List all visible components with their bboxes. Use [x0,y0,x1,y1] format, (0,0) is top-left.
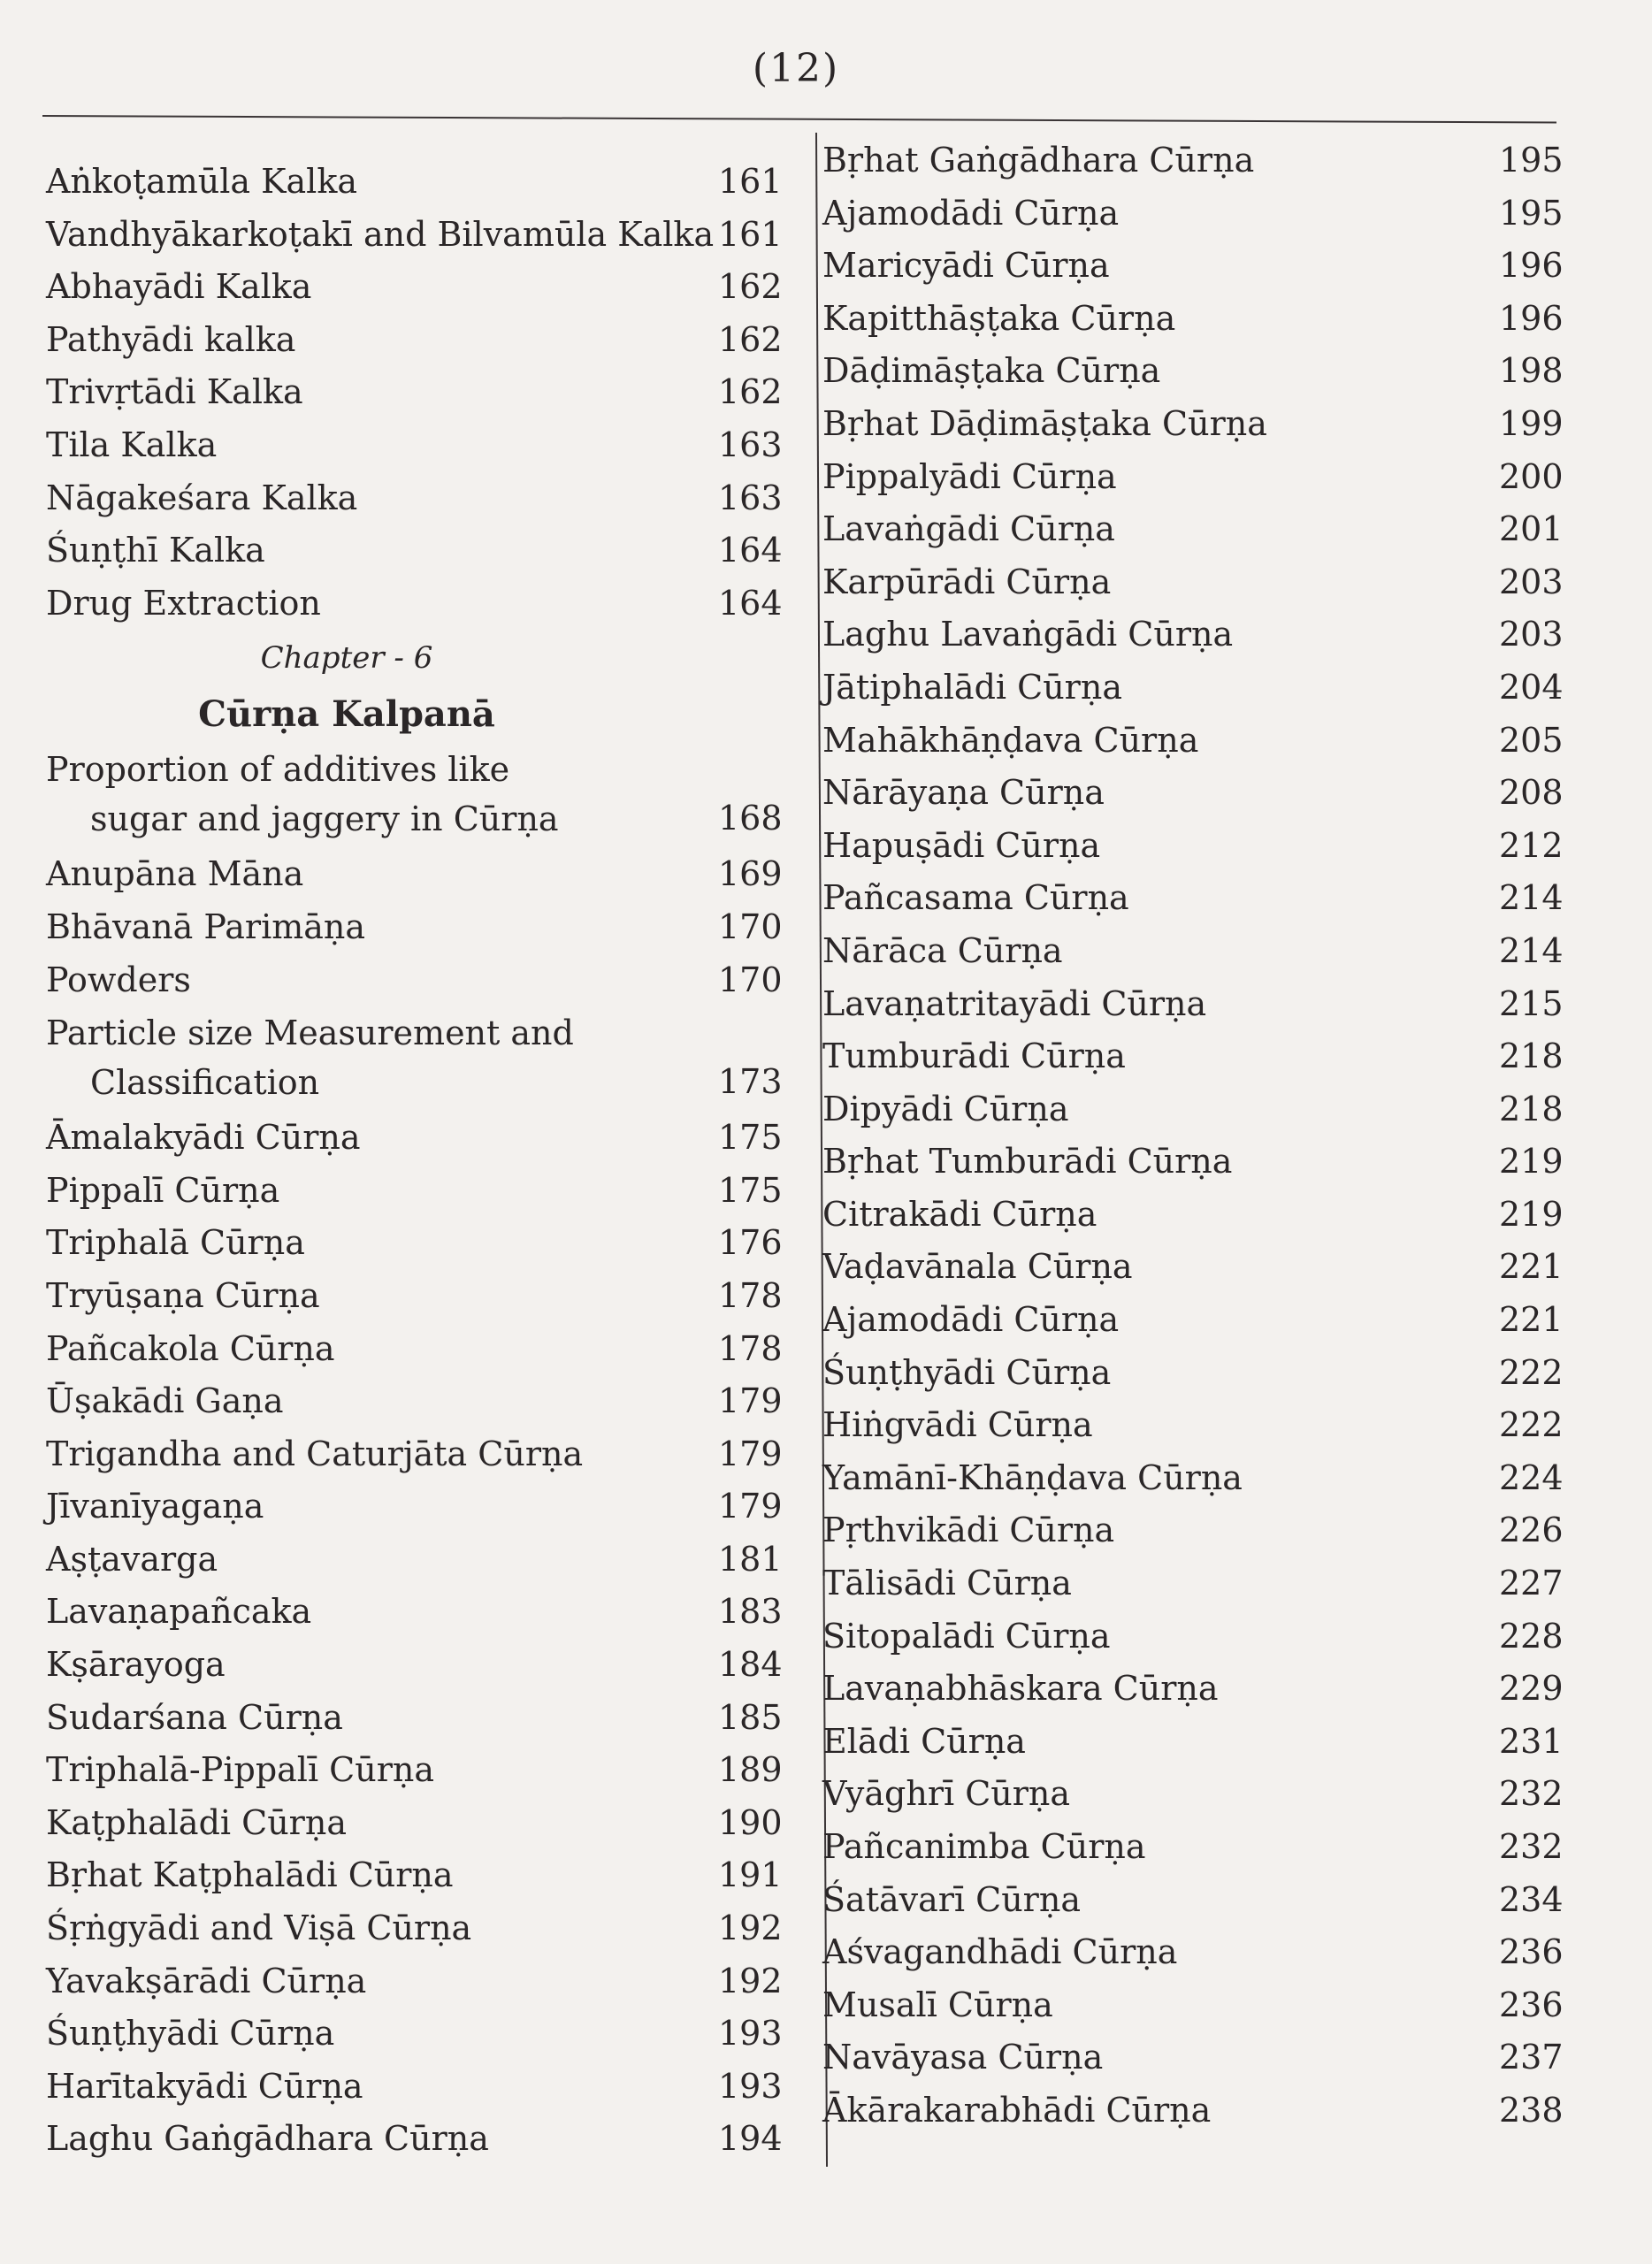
toc-entry-title: Vaḍavānala Cūrṇa [822,1247,1133,1287]
toc-entry-page: 178 [718,1275,783,1315]
toc-entry-page: 191 [718,1855,783,1895]
toc-entry-title: Citrakādi Cūrṇa [822,1194,1098,1234]
toc-entry [822,1030,1565,1083]
toc-entry-title: Lavaṇabhāskara Cūrṇa [822,1669,1219,1709]
toc-entry-page: 189 [718,1750,783,1790]
toc-entry-title: Tila Kalka [46,424,218,464]
toc-entry-title: Pañcanimba Cūrṇa [822,1827,1146,1866]
toc-entry-title: Śuṇṭhyādi Cūrṇa [822,1352,1112,1392]
toc-entry [822,820,1565,873]
toc-entry-page: 232 [1499,1827,1564,1866]
toc-entry [822,1557,1565,1610]
toc-entry-page: 164 [718,531,783,570]
top-rule [42,115,1556,123]
toc-entry [822,662,1565,715]
toc-entry-page: 219 [1499,1194,1564,1234]
toc-entry-title: Maricyādi Cūrṇa [822,246,1110,286]
toc-entry [46,1165,807,1218]
toc-entry [822,1189,1565,1242]
toc-entry [822,1663,1565,1716]
toc-entry-title: Kapitthāṣṭaka Cūrṇa [822,298,1176,338]
toc-entry-page: 226 [1499,1511,1564,1550]
toc-entry [822,1399,1565,1452]
toc-entry-title: Śṛṅgyādi and Viṣā Cūrṇa [46,1908,472,1948]
toc-entry-page: 203 [1499,615,1564,654]
toc-entry-title-line: Particle size Measurement and [46,1013,574,1053]
toc-entry-page: 204 [1499,667,1564,707]
toc-entry [46,743,807,848]
toc-entry [822,767,1565,820]
toc-entry [46,1428,807,1481]
toc-entry [46,1534,807,1587]
toc-entry-page: 238 [1499,2090,1564,2130]
toc-entry-title [46,745,559,844]
toc-entry [822,451,1565,504]
toc-entry-page: 183 [718,1592,783,1632]
toc-entry [46,1955,807,2008]
toc-entry-page: 170 [718,906,783,946]
toc-entry-page: 212 [1499,825,1564,865]
toc-entry-title: Powders [46,960,191,999]
toc-entry-title: Navāyasa Cūrṇa [822,2038,1104,2077]
toc-entry [822,1979,1565,2032]
toc-entry-title: Aṅkoṭamūla Kalka [46,162,358,201]
toc-entry-page: 200 [1499,456,1564,496]
toc-entry-page: 218 [1499,1036,1564,1076]
toc-entry-title: Drug Extraction [46,583,321,623]
toc-entry-page: 231 [1499,1721,1564,1761]
toc-entry-page: 218 [1499,1089,1564,1128]
toc-entry-page: 162 [718,372,783,412]
toc-entry-page: 222 [1499,1352,1564,1392]
toc-entry [46,1112,807,1165]
toc-entry-title: Ākārakarabhādi Cūrṇa [822,2090,1212,2130]
toc-entry-page: 190 [718,1802,783,1842]
toc-entry-title: Pippalyādi Cūrṇa [822,456,1117,496]
toc-entry [46,524,807,577]
toc-entry [46,261,807,314]
toc-entry [822,1241,1565,1294]
toc-entry-title: Triphalā Cūrṇa [46,1223,305,1263]
toc-entry [822,1347,1565,1400]
toc-entry-title: Laghu Lavaṅgādi Cūrṇa [822,615,1234,654]
toc-entry-page: 236 [1499,1932,1564,1972]
toc-entry [46,1639,807,1692]
toc-entry [46,419,807,472]
toc-entry [46,1902,807,1955]
toc-entry-title: Lavaṅgādi Cūrṇa [822,509,1115,549]
toc-entry-page: 208 [1499,773,1564,813]
toc-entry [822,925,1565,978]
toc-entry [822,1294,1565,1347]
toc-entry-page: 228 [1499,1616,1564,1656]
toc-entry-title [46,1008,574,1107]
toc-entry-title: Śuṇṭhī Kalka [46,531,265,570]
toc-entry-title-line: Proportion of additives like [46,750,510,790]
toc-entry [46,1797,807,1850]
toc-entry [822,1768,1565,1821]
toc-entry-page: 205 [1499,720,1564,760]
toc-entry-title: Sitopalādi Cūrṇa [822,1616,1111,1656]
toc-entry-title: Aṣṭavarga [46,1539,218,1579]
toc-entry-title-line: Classification [90,1063,320,1103]
toc-entry [46,366,807,419]
toc-entry-title: Hapuṣādi Cūrṇa [822,825,1101,865]
toc-entry-page: 196 [1499,246,1564,286]
toc-entry [46,1006,807,1112]
toc-entry-title: Trigandha and Caturjāta Cūrṇa [46,1434,584,1473]
toc-entry-page: 214 [1499,878,1564,918]
toc-entry-title: Anupāna Māna [46,854,304,894]
toc-entry-page: 173 [718,1062,783,1102]
toc-entry-title: Harītakyādi Cūrṇa [46,2066,363,2106]
toc-entry-page: 201 [1499,509,1564,549]
toc-entry [822,872,1565,925]
toc-entry [822,134,1565,187]
toc-entry-page: 222 [1499,1405,1564,1445]
toc-entry [822,1504,1565,1557]
toc-entry-title: Yavakṣārādi Cūrṇa [46,1961,367,2000]
toc-entry [46,314,807,367]
toc-entry [822,1136,1565,1189]
toc-entry-title: Sudarśana Cūrṇa [46,1697,343,1737]
toc-entry-page: 184 [718,1645,783,1685]
toc-entry-page: 168 [718,799,783,838]
toc-entry-title: Śuṇṭhyādi Cūrṇa [46,2014,335,2054]
toc-entry-page: 234 [1499,1879,1564,1919]
toc-entry-title: Ūṣakādi Gaṇa [46,1381,284,1421]
toc-entry [46,1323,807,1376]
toc-entry-title: Mahākhāṇḍava Cūrṇa [822,720,1199,760]
toc-entry-page: 221 [1499,1300,1564,1340]
toc-entry [46,901,807,954]
left-entries-before [46,156,807,630]
toc-entry-page: 162 [718,319,783,359]
toc-entry-title: Triphalā-Pippalī Cūrṇa [46,1750,435,1790]
toc-entry-page: 163 [718,478,783,517]
toc-entry-title: Jātiphalādi Cūrṇa [822,667,1122,707]
toc-entry-page: 164 [718,583,783,623]
toc-entry [822,187,1565,241]
toc-entry-title: Lavaṇapañcaka [46,1592,312,1632]
toc-entry-title: Ajamodādi Cūrṇa [822,1300,1120,1340]
toc-entry [46,1849,807,1902]
toc-entry-title: Nāgakeśara Kalka [46,478,358,517]
toc-entry-title: Hiṅgvādi Cūrṇa [822,1405,1093,1445]
chapter-label: Chapter - 6 [260,640,433,677]
toc-entry [46,2008,807,2061]
toc-entry-title: Musalī Cūrṇa [822,1985,1053,2024]
toc-entry [46,209,807,262]
toc-entry-page: 176 [718,1223,783,1263]
toc-entry-title: Pṛthvikādi Cūrṇa [822,1511,1115,1550]
toc-entry-page: 214 [1499,930,1564,970]
left-entries-mid [46,848,807,1006]
toc-entry-title: Pañcasama Cūrṇa [822,878,1129,918]
toc-entry [822,978,1565,1031]
toc-entry-page: 179 [718,1434,783,1473]
toc-entry [46,848,807,901]
toc-entry [822,1926,1565,1979]
toc-entry-page: 192 [718,1961,783,2000]
toc-entry [46,2061,807,2114]
toc-entry-page: 229 [1499,1669,1564,1709]
toc-entry-title: Bṛhat Gaṅgādhara Cūrṇa [822,141,1255,180]
toc-entry-title: Elādi Cūrṇa [822,1721,1026,1761]
toc-entry-title: Pathyādi kalka [46,319,296,359]
toc-entry-title: Jīvanīyagaṇa [46,1487,264,1526]
toc-entry [822,503,1565,556]
toc-entry-page: 195 [1499,193,1564,233]
toc-entry [46,472,807,525]
toc-entry-title: Nārāca Cūrṇa [822,930,1063,970]
toc-entry-page: 219 [1499,1142,1564,1182]
toc-entry [822,293,1565,346]
right-column [822,134,1565,2138]
toc-entry-page: 194 [718,2119,783,2159]
toc-entry-title: Bṛhat Tumburādi Cūrṇa [822,1142,1233,1182]
toc-entry [822,556,1565,609]
toc-entry-page: 179 [718,1487,783,1526]
toc-entry-title: Nārāyaṇa Cūrṇa [822,773,1105,813]
toc-entry-page: 198 [1499,351,1564,391]
toc-entry-title: Pippalī Cūrṇa [46,1170,280,1210]
toc-entry-title: Abhayādi Kalka [46,267,312,307]
toc-entry [46,954,807,1007]
left-column [46,156,807,2166]
toc-entry-title: Āmalakyādi Cūrṇa [46,1118,361,1158]
toc-entry [822,1083,1565,1136]
toc-entry-page: 236 [1499,1985,1564,2024]
toc-entry [822,1821,1565,1874]
toc-entry-page: 169 [718,854,783,894]
toc-entry [822,345,1565,398]
toc-entry-title: Kṣārayoga [46,1645,226,1685]
left-entries-after [46,1112,807,2166]
toc-entry-page: 192 [718,1908,783,1948]
toc-entry-page: 193 [718,2014,783,2054]
toc-entry-page: 227 [1499,1564,1564,1603]
toc-entry [46,1692,807,1745]
toc-entry-title: Aśvagandhādi Cūrṇa [822,1932,1178,1972]
toc-entry-title: Trivṛtādi Kalka [46,372,303,412]
toc-entry-page: 224 [1499,1457,1564,1497]
toc-entry [46,1217,807,1270]
toc-entry-page: 185 [718,1697,783,1737]
toc-entry [822,1874,1565,1927]
toc-entry-page: 161 [718,162,783,201]
toc-entry-title: Tālisādi Cūrṇa [822,1564,1072,1603]
toc-entry-title: Dāḍimāṣṭaka Cūrṇa [822,351,1161,391]
toc-entry-title: Tryūṣaṇa Cūrṇa [46,1275,320,1315]
toc-entry [46,1375,807,1428]
toc-entry-title: Ajamodādi Cūrṇa [822,193,1120,233]
toc-entry [46,577,807,631]
toc-entry [46,1270,807,1323]
toc-entry-page: 203 [1499,562,1564,601]
toc-entry-page: 170 [718,960,783,999]
toc-entry [46,1480,807,1534]
right-entries [822,134,1565,2138]
toc-entry-page: 162 [718,267,783,307]
toc-entry [822,1716,1565,1769]
toc-entry-title: Śatāvarī Cūrṇa [822,1879,1081,1919]
toc-entry-page: 215 [1499,983,1564,1023]
toc-entry-title: Pañcakola Cūrṇa [46,1328,335,1368]
toc-entry-title-line: sugar and jaggery in Cūrṇa [90,799,559,839]
toc-entry-page: 232 [1499,1774,1564,1814]
page-number: (12) [752,46,840,91]
toc-entry-title: Lavaṇatritayādi Cūrṇa [822,983,1207,1023]
toc-entry-title: Bṛhat Dāḍimāṣṭaka Cūrṇa [822,403,1267,443]
toc-entry-title: Karpūrādi Cūrṇa [822,562,1112,601]
toc-entry-page: 179 [718,1381,783,1421]
toc-entry-page: 237 [1499,2038,1564,2077]
toc-entry-title: Bhāvanā Parimāṇa [46,906,366,946]
toc-entry-page: 193 [718,2066,783,2106]
toc-entry-page: 196 [1499,298,1564,338]
toc-entry [822,398,1565,451]
toc-entry [822,1452,1565,1505]
toc-entry [822,608,1565,662]
toc-entry [822,715,1565,768]
toc-entry-title: Kaṭphalādi Cūrṇa [46,1802,347,1842]
toc-entry-page: 175 [718,1118,783,1158]
toc-entry [822,1610,1565,1664]
toc-entry-title: Yamānī-Khāṇḍava Cūrṇa [822,1457,1243,1497]
toc-entry-title: Bṛhat Kaṭphalādi Cūrṇa [46,1855,454,1895]
toc-entry-page: 221 [1499,1247,1564,1287]
toc-entry-title: Tumburādi Cūrṇa [822,1036,1126,1076]
toc-entry [46,156,807,209]
toc-entry-page: 181 [718,1539,783,1579]
toc-entry-title: Dipyādi Cūrṇa [822,1089,1069,1128]
toc-entry [822,2031,1565,2084]
toc-entry-page: 175 [718,1170,783,1210]
toc-entry [46,2113,807,2166]
chapter-title: Cūrṇa Kalpanā [198,693,495,736]
toc-entry [822,240,1565,293]
toc-entry-page: 199 [1499,403,1564,443]
toc-entry-title: Laghu Gaṅgādhara Cūrṇa [46,2119,489,2159]
toc-entry [46,1744,807,1797]
toc-entry-page: 161 [718,214,783,254]
toc-entry [46,1586,807,1639]
toc-entry-title: Vandhyākarkoṭakī and Bilvamūla Kalka [46,214,715,254]
toc-entry [822,2084,1565,2138]
toc-entry-page: 178 [718,1328,783,1368]
toc-entry-title: Vyāghrī Cūrṇa [822,1774,1071,1814]
toc-entry-page: 195 [1499,141,1564,180]
toc-entry-page: 163 [718,424,783,464]
